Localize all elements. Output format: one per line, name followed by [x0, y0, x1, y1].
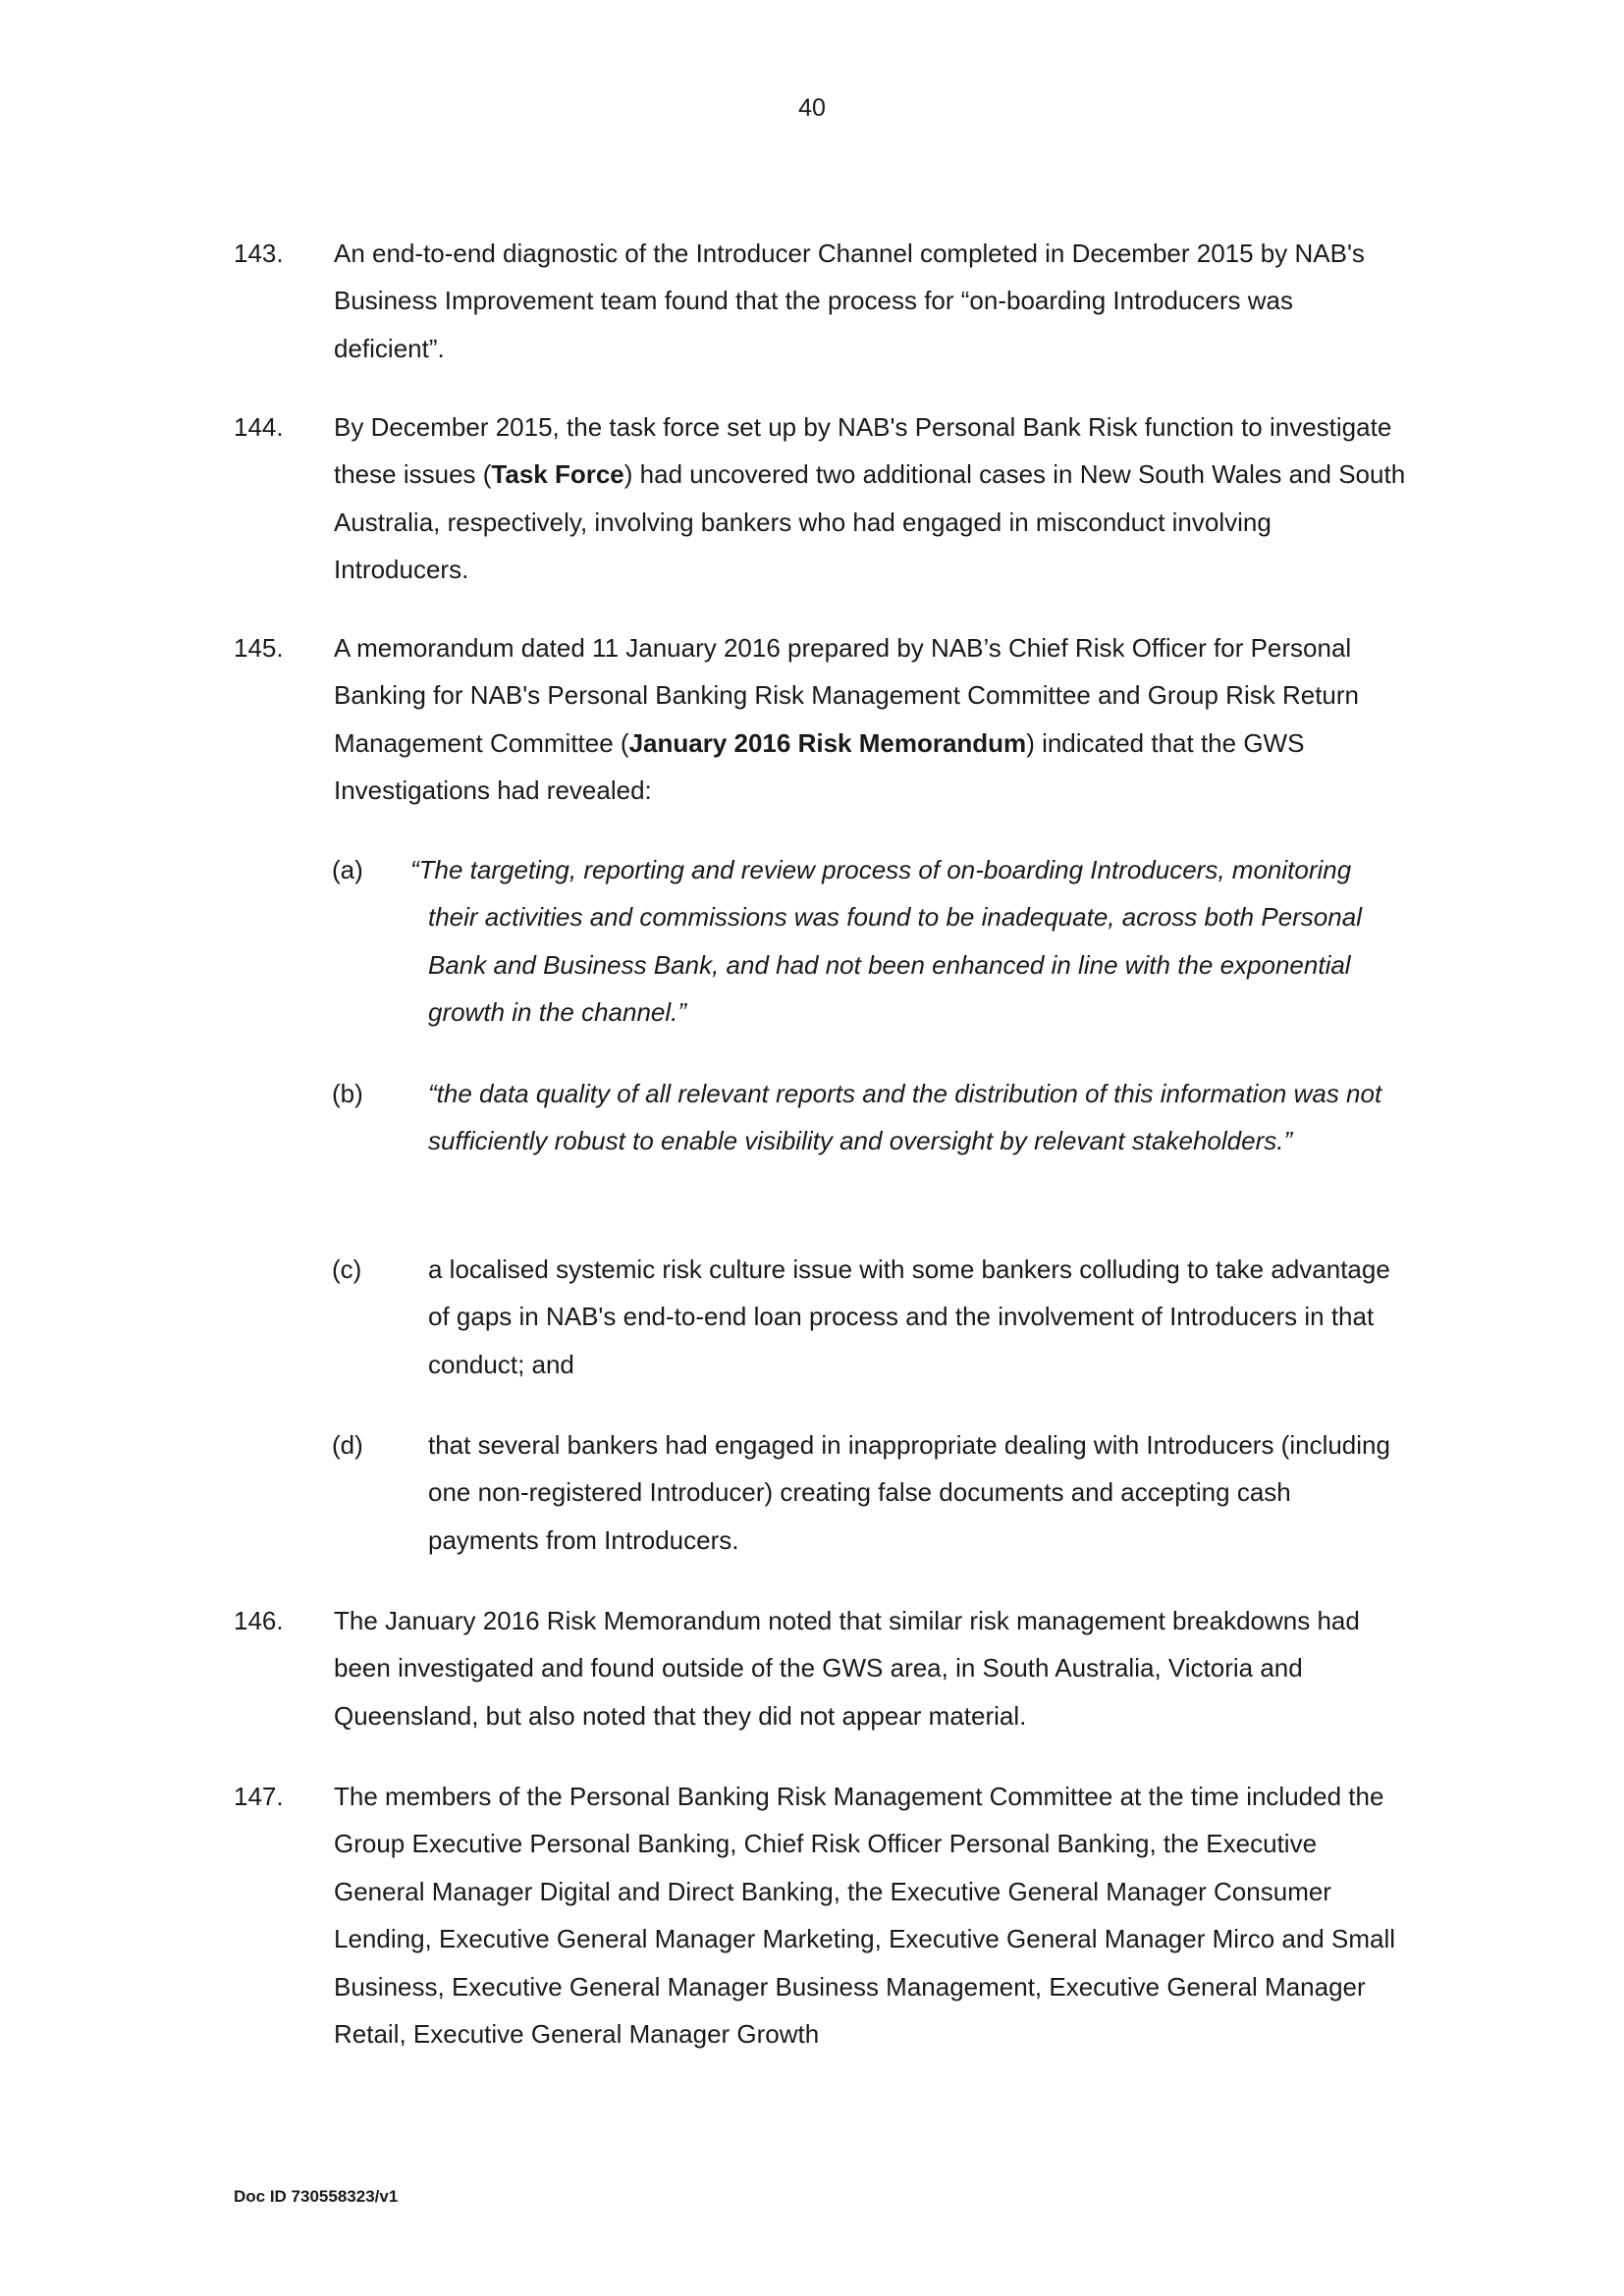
paragraph-number: 145. [234, 633, 284, 663]
paragraph-number: 146. [234, 1606, 284, 1635]
subparagraph-b [332, 1070, 1400, 1165]
text-segment: ) had uncovered two additional cases in New South Wales and South Australia, respectively, involving bankers who had engaged in misconduct involving Introducers. [334, 459, 1406, 585]
document-id-footer: Doc ID 730558323/v1 [234, 2187, 399, 2206]
subparagraph-c [332, 1246, 1400, 1388]
paragraph-number: 147. [234, 1782, 284, 1811]
text-segment: ) indicated that the GWS Investigations had revealed: [334, 727, 1305, 806]
paragraph-143 [234, 230, 1409, 372]
subparagraph-letter: (c) [332, 1255, 362, 1284]
quoted-text: “The targeting, reporting and review process of on-boarding Introducers, monitoring their activities and commissions was found to be inadequate, across both Personal Bank and Business Bank, and had not been enhanced in line with the exponential growth in the channel.” [410, 855, 1362, 1028]
subparagraph-d [332, 1421, 1400, 1564]
subparagraph-text: a localised systemic risk culture issue with some bankers colluding to take advantage of gaps in NAB's end-to-end loan process and the involvement of Introducers in that conduct; and [428, 1255, 1390, 1379]
text-segment: By December 2015, the task force set up by NAB's Personal Bank Risk function to investigate these issues ( [334, 412, 1392, 490]
subparagraph-letter: (a) [332, 855, 363, 884]
paragraph-145 [234, 624, 1409, 815]
page-number: 40 [798, 94, 826, 122]
subparagraph-a [332, 846, 1400, 1037]
paragraph-text: The members of the Personal Banking Risk Management Committee at the time included the Group Executive Personal Banking, Chief Risk Officer Personal Banking, the Executive General Manager Digital and Direct Banking, the Executive General Manager Consumer Lending, Executive General Manager Marketing, Executive General Manager Mirco and Small Business, Executive General Manager Business Management, Executive General Manager Retail, Executive General Manager Growth [334, 1782, 1395, 2050]
subparagraph-text: that several bankers had engaged in inappropriate dealing with Introducers (including one non-registered Introducer) creating false documents and accepting cash payments from Introducers. [428, 1430, 1390, 1555]
paragraph-144 [234, 403, 1409, 594]
defined-term: Task Force [491, 459, 624, 490]
paragraph-146 [234, 1597, 1409, 1739]
quoted-text: “the data quality of all relevant reports and the distribution of this information was not sufficiently robust to enable visibility and oversight by relevant stakeholders.” [428, 1079, 1382, 1156]
subparagraph-letter: (b) [332, 1079, 363, 1108]
paragraph-text: The January 2016 Risk Memorandum noted that similar risk management breakdowns had been investigated and found outside of the GWS area, in South Australia, Victoria and Queensland, but also noted that they did not appear material. [334, 1606, 1360, 1731]
defined-term: January 2016 Risk Memorandum [628, 727, 1027, 758]
subparagraph-letter: (d) [332, 1430, 363, 1460]
paragraph-147 [234, 1773, 1409, 2057]
paragraph-text: An end-to-end diagnostic of the Introducer Channel completed in December 2015 by NAB's Business Improvement team found that the process for “on-boarding Introducers was deficient”. [334, 239, 1365, 363]
paragraph-number: 144. [234, 412, 284, 442]
paragraph-number: 143. [234, 239, 284, 268]
paragraph-text [334, 624, 1409, 815]
text-segment: A memorandum dated 11 January 2016 prepared by NAB’s Chief Risk Officer for Personal Banking for NAB's Personal Banking Risk Management Committee and Group Risk Return Management Committee ( [334, 633, 1359, 758]
paragraph-text [334, 403, 1409, 594]
